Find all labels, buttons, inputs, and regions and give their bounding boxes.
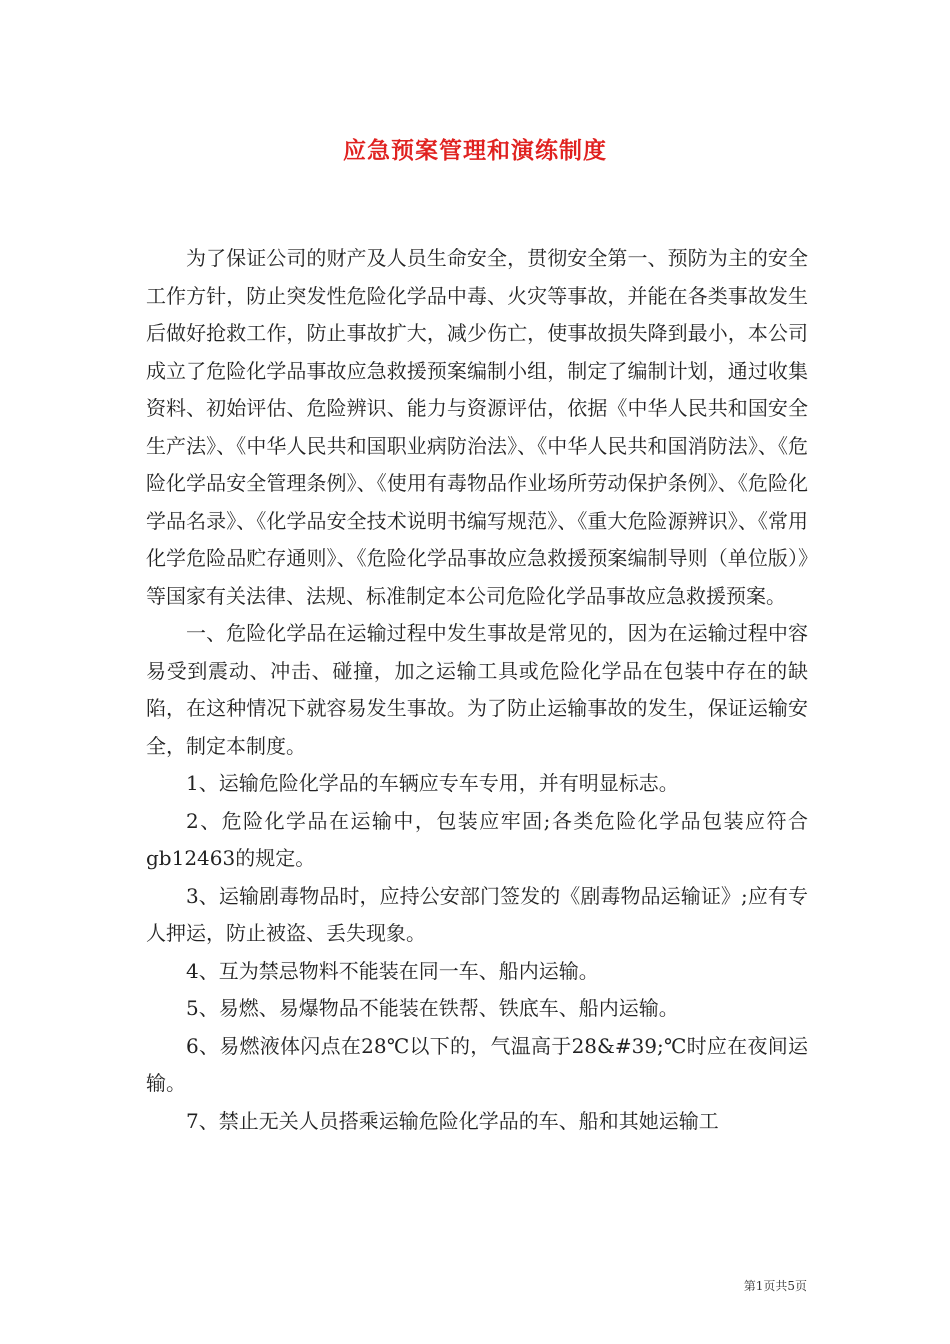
paragraph-item-6: 6、易燃液体闪点在28℃以下的，气温高于28&#39;℃时应在夜间运输。 — [146, 1033, 808, 1095]
paragraph-item-4: 4、互为禁忌物料不能装在同一车、船内运输。 — [186, 958, 599, 983]
paragraph-item-1: 1、运输危险化学品的车辆应专车专用，并有明显标志。 — [186, 771, 679, 795]
paragraph-item-2: 2、危险化学品在运输中，包装应牢固;各类危险化学品包装应符合gb12463的规定。 — [146, 808, 808, 870]
paragraph-item-7: 7、禁止无关人员搭乘运输危险化学品的车、船和其她运输工 — [186, 1108, 719, 1133]
page-number: 第1页共5页 — [743, 1279, 807, 1293]
document-title: 应急预案管理和演练制度 — [343, 137, 607, 164]
paragraph-section-1: 一、危险化学品在运输过程中发生事故是常见的，因为在运输过程中容易受到震动、冲击、碰撞，加之运输工具或危险化学品在包装中存在的缺陷，在这种情况下就容易发生事故。为了防止运输事故的发生，保证运输安全，制定本制度。 — [146, 621, 808, 758]
paragraph-intro: 为了保证公司的财产及人员生命安全，贯彻安全第一、预防为主的安全工作方针，防止突发性危险化学品中毒、火灾等事故，并能在各类事故发生后做好抢救工作，防止事故扩大，减少伤亡，使事故损失降到最小，本公司成立了危险化学品事故应急救援预案编制小组，制定了编制计划，通过收集资料、初始评估、危险辨识、能力与资源评估，依据《中华人民共和国安全生产法》、《中华人民共和国职业病防治法》、《中华人民共和国消防法》、《危险化学品安全管理条例》、《使用有毒物品作业场所劳动保护条例》、《危险化学品名录》、《化学品安全技术说明书编写规范》、《重大危险源辨识》、《常用化学危险品贮存通则》、《危险化学品事故应急救援预案编制导则（单位版）》等国家有关法律、法规、标准制定本公司危险化学品事故应急救援预案。 — [146, 246, 808, 608]
document-body — [146, 240, 808, 1140]
paragraph-item-5: 5、易燃、易爆物品不能装在铁帮、铁底车、船内运输。 — [186, 996, 679, 1020]
paragraph-item-3: 3、运输剧毒物品时，应持公安部门签发的《剧毒物品运输证》;应有专人押运，防止被盗、丢失现象。 — [146, 883, 808, 945]
